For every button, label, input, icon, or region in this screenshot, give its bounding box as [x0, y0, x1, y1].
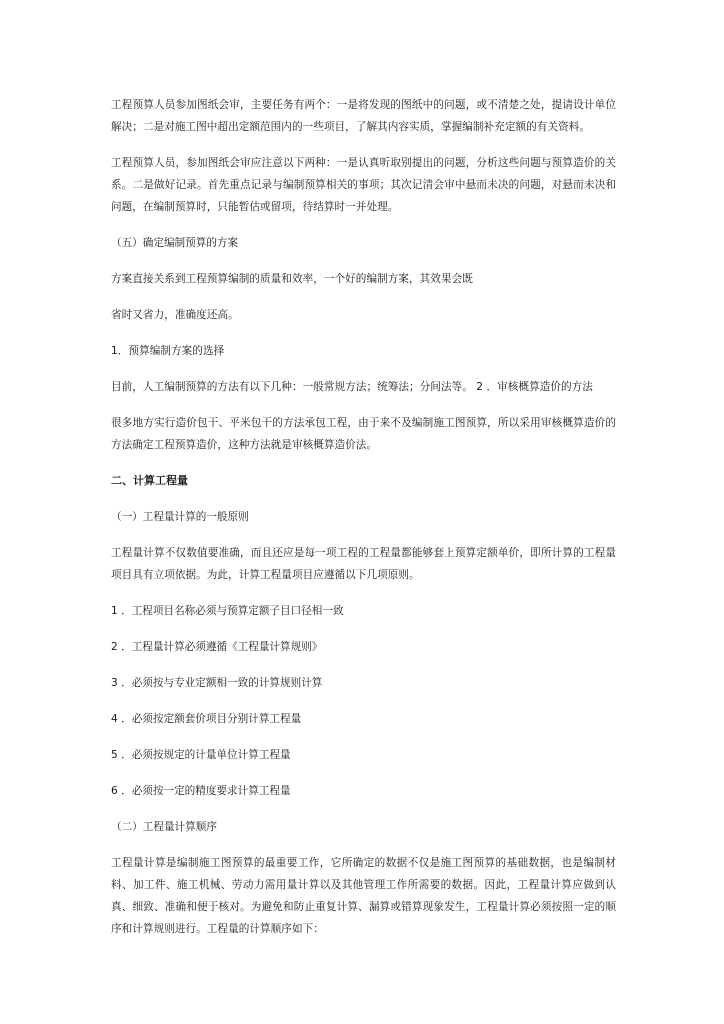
section-heading-quantity-calc: 二、计算工程量 — [111, 474, 188, 487]
rule-item-1: 1 ．工程项目名称必须与预算定额子目口径相一致 — [111, 605, 344, 617]
paragraph-drawing-review-tasks: 工程预算人员参加图纸会审，主要任务有两个：一是将发现的图纸中的问题，或不清楚之处，提请设计单位解决；二是对施工图中超出定额范围内的一些项目，了解其内容实质，掌握编制补充定额的有关资料。 — [111, 99, 616, 133]
paragraph-plan-effect: 省时又省力，准确度还高。 — [111, 309, 239, 321]
paragraph-calc-order: 工程量计算是编制施工图预算的最重要工作，它所确定的数据不仅是施工图预算的基础数据，也是编制材料、加工件、施工机械、劳动力需用量计算以及其他管理工作所需要的数据。因此，工程量计算应做到认真、细致、准确和便于核对。为避免和防止重复计算、漏算或错算现象发生，工程量计算必须按照一定的顺序和计算规则进行。工程量的计算顺序如下： — [111, 857, 616, 935]
subsection-heading-calc-order: （二）工程量计算顺序 — [111, 821, 217, 833]
paragraph-budget-methods: 目前，人工编制预算的方法有以下几种：一般常规方法；统筹法；分间法等。 2 ．审核概算造价的方法 — [111, 381, 593, 393]
section-heading-budget-plan: （五）确定编制预算的方案 — [111, 237, 239, 249]
paragraph-estimate-review: 很多地方实行造价包干、平米包干的方法承包工程，由于来不及编制施工图预算，所以采用审核概算造价的方法确定工程预算造价，这种方法就是审核概算造价法。 — [111, 417, 616, 451]
rule-item-6: 6 ．必须按一定的精度要求计算工程量 — [111, 785, 291, 797]
subsection-heading-general-rules: （一）工程量计算的一般原则 — [111, 511, 249, 523]
paragraph-drawing-review-notes: 工程预算人员，参加图纸会审应注意以下两种：一是认真听取别提出的问题，分析这些问题与预算造价的关系。二是做好记录。首先重点记录与编制预算相关的事项；其次记清会审中悬而未决的问题，对悬而未决和问题，在编制预算时，只能暂估或留项，待结算时一并处理。 — [111, 157, 616, 213]
rule-item-2: 2 ．工程量计算必须遵循《工程量计算规则》 — [111, 641, 323, 653]
paragraph-plan-relation: 方案直接关系到工程预算编制的质量和效率，一个好的编制方案，其效果会既 — [111, 273, 473, 285]
rule-item-3: 3 ．必须按与专业定额相一致的计算规则计算 — [111, 677, 323, 689]
paragraph-quantity-accuracy: 工程量计算不仅数值要准确，而且还应是每一项工程的工程量都能够套上预算定额单价，即所计算的工程量项目具有立项依据。为此，计算工程量项目应遵循以下几项原则。 — [111, 547, 616, 581]
document-page — [111, 94, 616, 954]
rule-item-5: 5 ．必须按规定的计量单位计算工程量 — [111, 749, 291, 761]
rule-item-4: 4 ．必须按定额套价项目分别计算工程量 — [111, 713, 302, 725]
paragraph-plan-selection: 1．预算编制方案的选择 — [111, 345, 225, 357]
